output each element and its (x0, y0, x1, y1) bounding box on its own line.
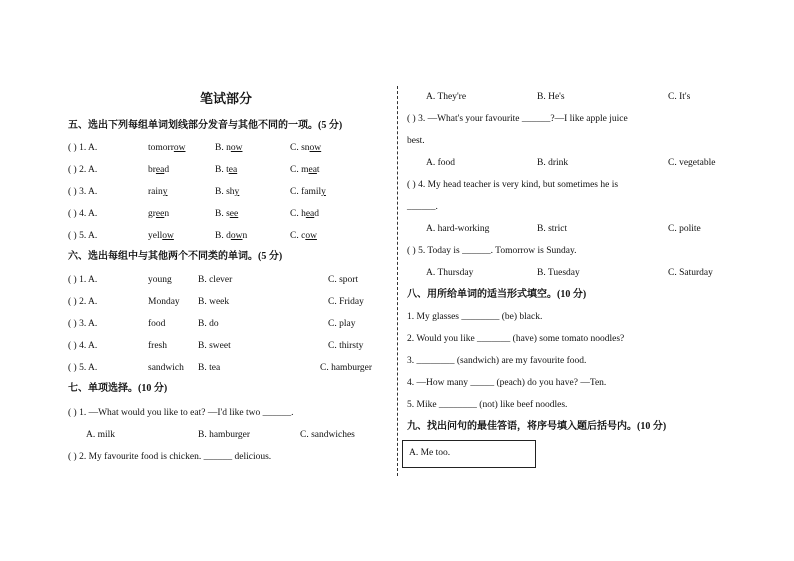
s6-row-1-number: ( ) 1. A. (68, 275, 98, 285)
s5-row-4-option-b (215, 208, 238, 220)
s8-item-3: 3. ________ (sandwich) are my favourite food. (407, 356, 587, 366)
s7-q5-option-c: C. Saturday (668, 268, 713, 278)
s5-row-4-option-a-part: ee (155, 209, 165, 219)
s5-row-1-option-a-part: tomorr (148, 143, 174, 153)
s5-row-3-option-a-part: y (162, 187, 168, 197)
s7-question-4-cont: ______. (407, 202, 438, 212)
s5-row-4-option-c-part: d (314, 209, 320, 219)
s5-row-1-option-b-part: ow (230, 143, 243, 153)
s5-row-5-option-a-part: ow (162, 231, 174, 241)
s8-item-2: 2. Would you like _______ (have) some tomato noodles? (407, 334, 625, 344)
s6-row-3-number: ( ) 3. A. (68, 319, 98, 329)
s5-row-1-option-a-part: ow (173, 143, 186, 153)
answer-box-text: A. Me too. (409, 448, 451, 458)
s5-row-1-option-c-part: ow (309, 143, 322, 153)
s5-row-2-option-b-part: ea (228, 165, 238, 175)
s5-row-4-option-a-part: n (164, 209, 170, 219)
s5-row-2-option-a-part: br (148, 165, 156, 175)
s6-row-5-option-c: C. hamburger (320, 363, 373, 373)
s7-q3-option-b: B. drink (537, 158, 569, 168)
s5-row-5-option-c-part: ow (305, 231, 317, 241)
s7-q1-option-c: C. sandwiches (300, 430, 355, 440)
s5-row-5-option-c-part: C. c (290, 231, 306, 241)
section-8-heading: 八、用所给单词的适当形式填空。(10 分) (407, 289, 587, 300)
s5-row-1-number: ( ) 1. A. (68, 143, 98, 153)
s5-row-5-option-b-part: B. d (215, 231, 231, 241)
s5-row-4-number: ( ) 4. A. (68, 209, 98, 219)
s7-q1-option-b: B. hamburger (198, 430, 251, 440)
s7-question-1: ( ) 1. —What would you like to eat? —I'd like two ______. (68, 408, 294, 418)
s5-row-2-option-a-part: ea (155, 165, 165, 175)
s5-row-3-option-b-part: y (234, 187, 240, 197)
s6-row-1-option-b: B. clever (198, 275, 233, 285)
s5-row-3-option-a-part: rain (148, 187, 163, 197)
s8-item-4: 4. —How many _____ (peach) do you have? —Ten. (407, 378, 607, 388)
s5-row-2-option-c-part: t (316, 165, 320, 175)
s5-row-4-option-a-part: gr (148, 209, 156, 219)
s6-row-2-option-b: B. week (198, 297, 230, 307)
s5-row-2-option-a-part: d (164, 165, 170, 175)
s5-row-3-option-c-part: y (321, 187, 326, 197)
s6-row-2-option-c: C. Friday (328, 297, 364, 307)
page-title: 笔试部分 (200, 91, 253, 106)
s7-question-4: ( ) 4. My head teacher is very kind, but sometimes he is (407, 180, 619, 190)
s5-row-5-option-c (290, 230, 317, 242)
s5-row-2-option-c-part: C. m (290, 165, 309, 175)
s5-row-4-option-c (290, 208, 319, 220)
s7-q2-option-a: A. They're (426, 92, 467, 102)
s5-row-4-option-c-part: C. h (290, 209, 306, 219)
s7-q1-option-a: A. milk (86, 430, 116, 440)
s6-row-3-option-a: food (148, 319, 166, 329)
s6-row-4-number: ( ) 4. A. (68, 341, 98, 351)
s5-row-3-option-a (148, 186, 168, 198)
s5-row-2-option-a (148, 164, 169, 176)
s6-row-1-option-a: young (148, 275, 172, 285)
s5-row-4-option-a (148, 208, 169, 220)
s5-row-5-option-b (215, 230, 247, 242)
s6-row-5-option-a: sandwich (148, 363, 184, 373)
section-9-heading: 九、找出问句的最佳答语，将序号填入题后括号内。(10 分) (407, 421, 667, 432)
s7-q2-option-c: C. It's (668, 92, 691, 102)
s5-row-2-number: ( ) 2. A. (68, 165, 98, 175)
s5-row-4-option-b-part: B. s (215, 209, 230, 219)
s5-row-1-option-b (215, 142, 242, 154)
s5-row-2-option-b-part: B. t (215, 165, 229, 175)
s5-row-5-number: ( ) 5. A. (68, 231, 98, 241)
s7-q4-option-b: B. strict (537, 224, 568, 234)
s7-q4-option-c: C. polite (668, 224, 701, 234)
s6-row-4-option-a: fresh (148, 341, 167, 351)
s7-q4-option-a: A. hard-working (426, 224, 490, 234)
s5-row-1-option-c-part: C. sn (290, 143, 310, 153)
s6-row-1-option-c: C. sport (328, 275, 359, 285)
s5-row-2-option-c (290, 164, 320, 176)
s7-q5-option-a: A. Thursday (426, 268, 474, 278)
s5-row-3-option-b (215, 186, 239, 198)
s5-row-1-option-b-part: B. n (215, 143, 231, 153)
s6-row-3-option-b: B. do (198, 319, 219, 329)
s6-row-2-option-a: Monday (148, 297, 180, 307)
section-6-heading: 六、选出每组中与其他两个不同类的单词。(5 分) (68, 251, 283, 262)
s6-row-2-number: ( ) 2. A. (68, 297, 98, 307)
s5-row-3-option-b-part: B. sh (215, 187, 235, 197)
s5-row-3-option-c (290, 186, 326, 198)
s8-item-1: 1. My glasses ________ (be) black. (407, 312, 543, 322)
s7-q2-option-b: B. He's (537, 92, 565, 102)
s5-row-5-option-b-part: n (242, 231, 248, 241)
s5-row-5-option-b-part: ow (230, 231, 243, 241)
s6-row-4-option-b: B. sweet (198, 341, 231, 351)
s5-row-4-option-c-part: ea (305, 209, 315, 219)
s5-row-3-option-c-part: C. famil (290, 187, 322, 197)
s5-row-1-option-c (290, 142, 321, 154)
s5-row-2-option-c-part: ea (308, 165, 317, 175)
column-divider (397, 86, 398, 476)
s5-row-4-option-b-part: ee (229, 209, 239, 219)
answer-box (402, 440, 536, 468)
s7-question-3-cont: best. (407, 136, 425, 146)
s7-question-3: ( ) 3. —What's your favourite ______?—I like apple juice (407, 114, 628, 124)
s6-row-5-number: ( ) 5. A. (68, 363, 98, 373)
s5-row-5-option-a-part: yell (148, 231, 163, 241)
section-5-heading: 五、选出下列每组单词划线部分发音与其他不同的一项。(5 分) (68, 120, 343, 131)
section-7-heading: 七、单项选择。(10 分) (68, 383, 168, 394)
s7-question-5: ( ) 5. Today is ______. Tomorrow is Sunday. (407, 246, 577, 256)
s7-q5-option-b: B. Tuesday (537, 268, 580, 278)
s5-row-5-option-a (148, 230, 174, 242)
s7-question-2: ( ) 2. My favourite food is chicken. ______ delicious. (68, 452, 272, 462)
s5-row-1-option-a (148, 142, 185, 154)
s7-q3-option-c: C. vegetable (668, 158, 716, 168)
s7-q3-option-a: A. food (426, 158, 456, 168)
s5-row-2-option-b (215, 164, 237, 176)
s6-row-5-option-b: B. tea (198, 363, 221, 373)
s6-row-3-option-c: C. play (328, 319, 356, 329)
s5-row-3-number: ( ) 3. A. (68, 187, 98, 197)
s8-item-5: 5. Mike ________ (not) like beef noodles. (407, 400, 568, 410)
s6-row-4-option-c: C. thirsty (328, 341, 364, 351)
